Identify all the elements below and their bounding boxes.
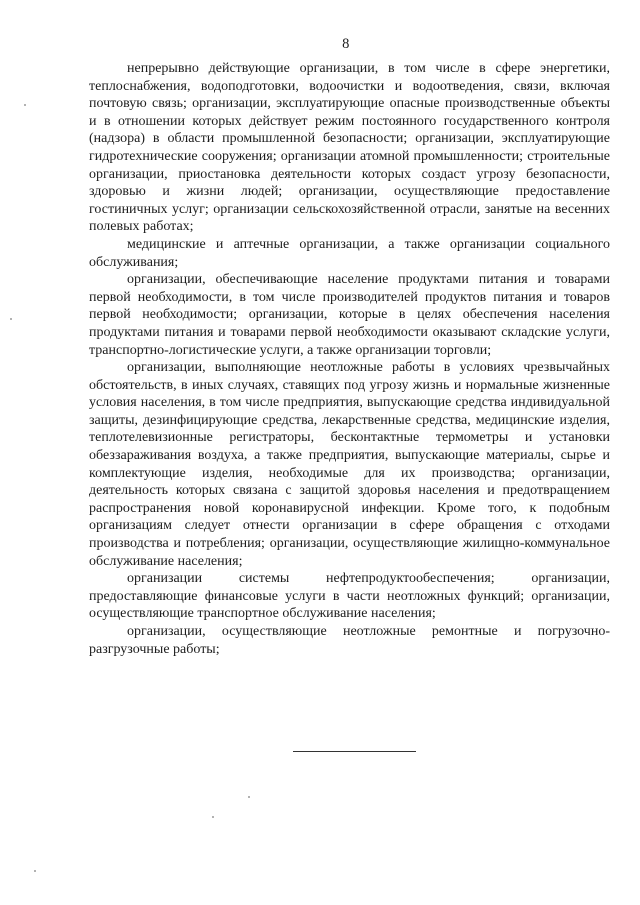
paragraph-fuel-finance-transport: организации системы нефтепродуктообеспечения; организации, предоставляющие финансовые услуги в части неотложных функций; организации, осуществляющие транспортное обслуживание населения; <box>89 571 610 622</box>
scan-speck <box>24 104 26 106</box>
scan-speck <box>248 796 250 798</box>
paragraph-continuous-operations: непрерывно действующие организации, в том числе в сфере энергетики, теплоснабжения, водоподготовки, водоочистки и водоотведения, связи, включая почтовую связь; организации, эксплуатирующие опасные производственные объекты и в отношении которых действует режим постоянного государственного контроля (надзора) в области промышленной безопасности; организации, эксплуатирующие гидротехнические сооружения; организации атомной промышленности; строительные организации, приостановка деятельности которых создаст угрозу безопасности, здоровью и жизни людей; организации, осуществляющие предоставление гостиничных услуг; организации сельскохозяйственной отрасли, занятые на весенних полевых работах; <box>89 61 610 235</box>
page-number: 8 <box>342 36 350 52</box>
scan-speck <box>34 870 36 872</box>
document-body <box>89 60 610 658</box>
paragraph-food-supply: организации, обеспечивающие население продуктами питания и товарами первой необходимости, в том числе производителей продуктов питания и товаров первой необходимости; организации, которые в целях обеспечения населения продуктами питания и товарами первой необходимости оказывают складские услуги, транспортно-логистические услуги, а также организации торговли; <box>89 272 610 358</box>
scan-speck <box>212 816 214 818</box>
paragraph-medical-organizations: медицинские и аптечные организации, а также организации социального обслуживания; <box>89 236 610 270</box>
paragraph-repair-loading: организации, осуществляющие неотложные ремонтные и погрузочно-разгрузочные работы; <box>89 624 610 657</box>
scan-speck <box>10 318 12 320</box>
end-separator-line <box>293 751 416 752</box>
paragraph-emergency-works: организации, выполняющие неотложные работы в условиях чрезвычайных обстоятельств, в иных случаях, ставящих под угрозу жизнь и нормальные жизненные условия населения, в том числе предприятия, выпускающие средства индивидуальной защиты, дезинфицирующие средства, лекарственные средства, медицинские изделия, теплотелевизионные регистраторы, бесконтактные термометры и установки обеззараживания воздуха, а также предприятия, выпускающие материалы, сырье и комплектующие изделия, необходимые для их производства; организации, деятельность которых связана с защитой здоровья населения и предотвращением распространения новой коронавирусной инфекции. Кроме того, к подобным организациям следует отнести организации в сфере обращения с отходами производства и потребления; организации, осуществляющие жилищно-коммунальное обслуживание населения; <box>89 360 610 569</box>
